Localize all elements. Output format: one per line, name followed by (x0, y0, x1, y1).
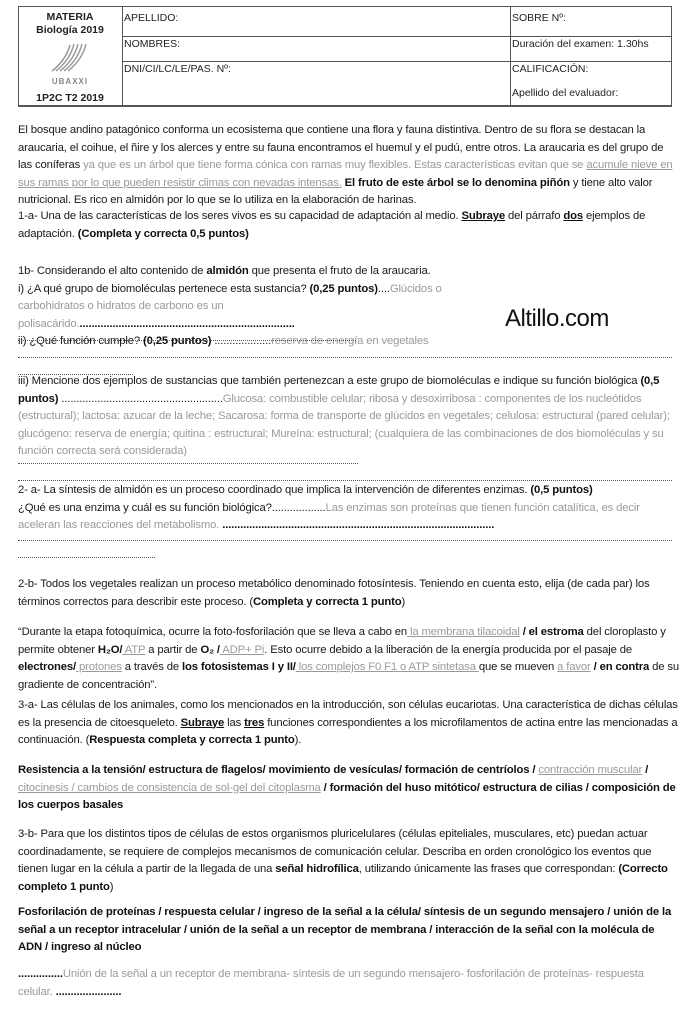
text-segment: a partir de (145, 643, 201, 656)
text-segment: 1-a- Una de las características de los seres vivos es su capacidad de adaptación al medio. (18, 210, 462, 222)
answer-text: protones (76, 661, 122, 673)
answer-line[interactable] (18, 540, 672, 541)
answer-line[interactable] (18, 463, 358, 464)
answer-text: reserva de energía en vegetales (271, 335, 429, 347)
emphasis-text: Respuesta completa y correcta 1 punto (89, 734, 295, 746)
subject-label: MATERIA (46, 11, 94, 23)
question-3b (18, 826, 680, 896)
calificacion-field[interactable]: CALIFICACIÓN: (512, 63, 589, 75)
text-segment: funciones correspondientes a los microfilamentos de actina entre las mencionadas a continuación. ( (18, 716, 678, 746)
emphasis-text: ...................... (55, 985, 122, 998)
emphasis-text: almidón (206, 265, 249, 277)
text-segment: del cloroplasto y permite obtener (18, 626, 666, 656)
emphasis-text: (0,25 puntos) (309, 282, 378, 295)
emphasis-text: ............... (18, 968, 63, 980)
emphasis-text: electrones/ (18, 661, 77, 673)
nombres-field[interactable]: NOMBRES: (124, 38, 181, 50)
emphasis-text: H₂O/ (97, 643, 123, 656)
divider (122, 61, 672, 62)
text-segment: ...................................................... (58, 392, 223, 405)
emphasis-text: / en contra (590, 661, 650, 673)
answer-text: Glucosa: combustible celular; ribosa y desoxirribosa : componentes de los nucleótidos (estructural); lactosa: azucar de la leche; Sacarosa: forma de transporte de glúcidos en vegetales; celulosa: estructural (pared celular); glucógeno: reserva de energía; quitina : estructural; Mureína: estructural; (cualquiera de las combinaciones de dos biomoléculas y su función correcta será considerada) (18, 392, 670, 457)
intro-paragraph (18, 122, 680, 210)
text-segment: del párrafo (505, 210, 564, 222)
divider (510, 7, 511, 105)
emphasis-text: Completa y correcta 1 punto (253, 595, 402, 608)
emphasis-text: Resistencia a la tensión/ estructura de flagelos/ movimiento de vesículas/ formación de centríolos / (18, 764, 539, 776)
emphasis-text: O₂ / (200, 643, 220, 656)
answer-text: los complejos F0 F1 o ATP sintetasa (295, 661, 479, 673)
answer-text: contracción muscular (538, 764, 643, 776)
question-2a (18, 482, 680, 535)
question-2b-text (18, 624, 680, 694)
emphasis-text: (0,25 puntos) (142, 335, 212, 347)
emphasis-text: Subraye (180, 716, 225, 729)
emphasis-text: (0,5 puntos) (18, 375, 660, 405)
answer-text: Glúcidos o carbohidratos o hidratos de carbono es un polisacárido. (18, 282, 442, 330)
exam-header-table (18, 6, 672, 107)
question-3b-answer (18, 966, 680, 1001)
emphasis-text: ........................................................................................... (222, 519, 495, 531)
text-segment: . Esto ocurre debido a la liberación de la energía producida por el pasaje de (264, 643, 633, 656)
text-segment: iii) Mencione dos ejemplos de sustancias que también pertenezcan a este grupo de biomoléculas e indique su función biológica (18, 375, 641, 387)
dni-field[interactable]: DNI/CI/LC/LE/PAS. Nº: (124, 63, 231, 75)
text-segment: 3-b- Para que los distintos tipos de células de estos organismos pluricelulares (células epiteliales, musculares, etc) puedan actuar coordinadamente, se requiere de complejos mecanismos de comunicación celular. Describa en orden cronológico los eventos que tienen lugar en la célula a partir de la llegada de una (18, 828, 652, 875)
answer-line[interactable] (18, 557, 155, 558)
text-segment: El bosque andino patagónico conforma un ecosistema que contiene una flora y fauna distintiva. Dentro de su flora se destacan la araucaria, el coihue, el ñire y los alerces y entre su fauna encontramos el huemul y el pudú, entre otros. La araucaria es del grupo de las coníferas (18, 124, 664, 171)
emphasis-text: / el estroma (519, 626, 584, 638)
ubaxxi-logo-icon (50, 42, 90, 72)
text-segment: 3-a- Las células de los animales, como los mencionados en la introducción, son células eucariotas. Una característica de dichas células es la presencia de citoesqueleto. (18, 699, 678, 729)
emphasis-text: tres (244, 716, 265, 729)
exam-code: 1P2C T2 2019 (36, 92, 104, 104)
question-3b-options (18, 904, 680, 957)
text-segment: , utilizando únicamente las frases que correspondan: (358, 863, 619, 875)
text-segment: que se mueven (478, 661, 558, 673)
logo-text: UBAXXI (51, 77, 89, 86)
divider (122, 36, 672, 37)
text-segment: ii) ¿Qué función cumple? (18, 335, 143, 347)
answer-line[interactable] (18, 340, 356, 341)
text-segment: ................... (211, 335, 272, 347)
answer-text: citocinesis / cambios de consistencia de sol-gel del citoplasma (18, 781, 321, 794)
answer-text: acumule nieve en sus ramas por lo que pueden resistir climas con nevadas intensas. (18, 159, 673, 189)
answer-text: Unión de la señal a un receptor de membrana- síntesis de un segundo mensajero- fosforilación de proteínas- respuesta celular. (18, 968, 644, 998)
emphasis-text: Fosforilación de proteínas / respuesta celular / ingreso de la señal a la célula/ síntesis de un segundo mensajero / unión de la señal a un receptor intracelular / unión de la señal a un receptor de membrana / interacción de la señal con la molécula de ADN / ingreso al núcleo (18, 906, 672, 953)
text-segment: .... (377, 282, 390, 295)
text-segment: ¿Qué es una enzima y cuál es su función biológica?.................. (18, 501, 326, 514)
answer-text: Las enzimas son proteínas que tienen función catalítica, es decir aceleran las reacciones del metabolismo. (18, 501, 640, 531)
emphasis-text: (Completa y correcta 0,5 puntos) (77, 227, 249, 240)
answer-text: la membrana tilacoidal (406, 626, 520, 638)
apellido-field[interactable]: APELLIDO: (124, 12, 179, 24)
text-segment: 1b- Considerando el alto contenido de (18, 265, 207, 277)
emphasis-text: El fruto de este árbol se lo denomina piñón (341, 176, 570, 189)
emphasis-text: / formación del huso mitótico/ estructura de cilias / composición de los cuerpos basales (18, 781, 676, 811)
question-1a (18, 208, 680, 243)
subject-name: Biología 2019 (36, 24, 104, 36)
emphasis-text: Subraye (461, 210, 506, 222)
question-2b (18, 576, 680, 611)
question-1b-iii (18, 373, 680, 461)
question-3a (18, 697, 680, 750)
text-segment: ejemplos de adaptación. (18, 210, 646, 240)
divider (122, 7, 123, 105)
text-segment: y tiene alto valor nutricional. Es rico en almidón por lo que se lo utiliza en la elaboración de harinas. (18, 176, 653, 206)
text-segment: que presenta el fruto de la araucaria. i) ¿A qué grupo de biomoléculas pertenece esta sustancia? (18, 265, 431, 295)
sobre-field[interactable]: SOBRE Nº: (512, 12, 567, 24)
emphasis-text: / (642, 764, 649, 776)
answer-text: a favor (557, 661, 591, 673)
text-segment: “Durante la etapa fotoquímica, ocurre la foto-fosforilación que se lleva a cabo en (18, 626, 407, 638)
answer-text: ya que es un árbol que tiene forma cónica con ramas muy flexibles. Estas características evitan que se (83, 159, 587, 171)
text-segment: ) (109, 880, 114, 893)
emphasis-text: señal hidrofílica (275, 863, 359, 875)
question-3a-options (18, 762, 680, 815)
emphasis-text: (0,5 puntos) (530, 484, 593, 496)
evaluador-field[interactable]: Apellido del evaluador: (512, 87, 619, 99)
emphasis-text: los fotosistemas I y II/ (182, 661, 296, 673)
emphasis-text: (Correcto completo 1 punto (18, 863, 668, 893)
emphasis-text: ........................................................................ (79, 317, 295, 330)
text-segment: de su gradiente de concentración”. (18, 661, 679, 691)
answer-text: ATP (122, 643, 146, 656)
answer-line[interactable] (18, 357, 672, 358)
text-segment: a través de (121, 661, 182, 673)
emphasis-text: dos (563, 210, 584, 222)
text-segment: las (224, 716, 245, 729)
divider (671, 7, 672, 105)
watermark: Altillo.com (505, 305, 609, 332)
answer-line[interactable] (18, 480, 672, 481)
question-1b (18, 263, 498, 351)
answer-text: ADP+ Pi (219, 643, 265, 656)
text-segment: ). (294, 734, 302, 746)
text-segment: 2- a- La síntesis de almidón es un proceso coordinado que implica la intervención de diferentes enzimas. (18, 484, 531, 496)
text-segment: 2-b- Todos los vegetales realizan un proceso metabólico denominado fotosíntesis. Teniendo en cuenta esto, elija (de cada par) los términos correctos para describir este proceso. ( (18, 578, 650, 608)
duration-label: Duración del examen: 1.30hs (512, 38, 649, 50)
text-segment: ) (401, 595, 406, 608)
